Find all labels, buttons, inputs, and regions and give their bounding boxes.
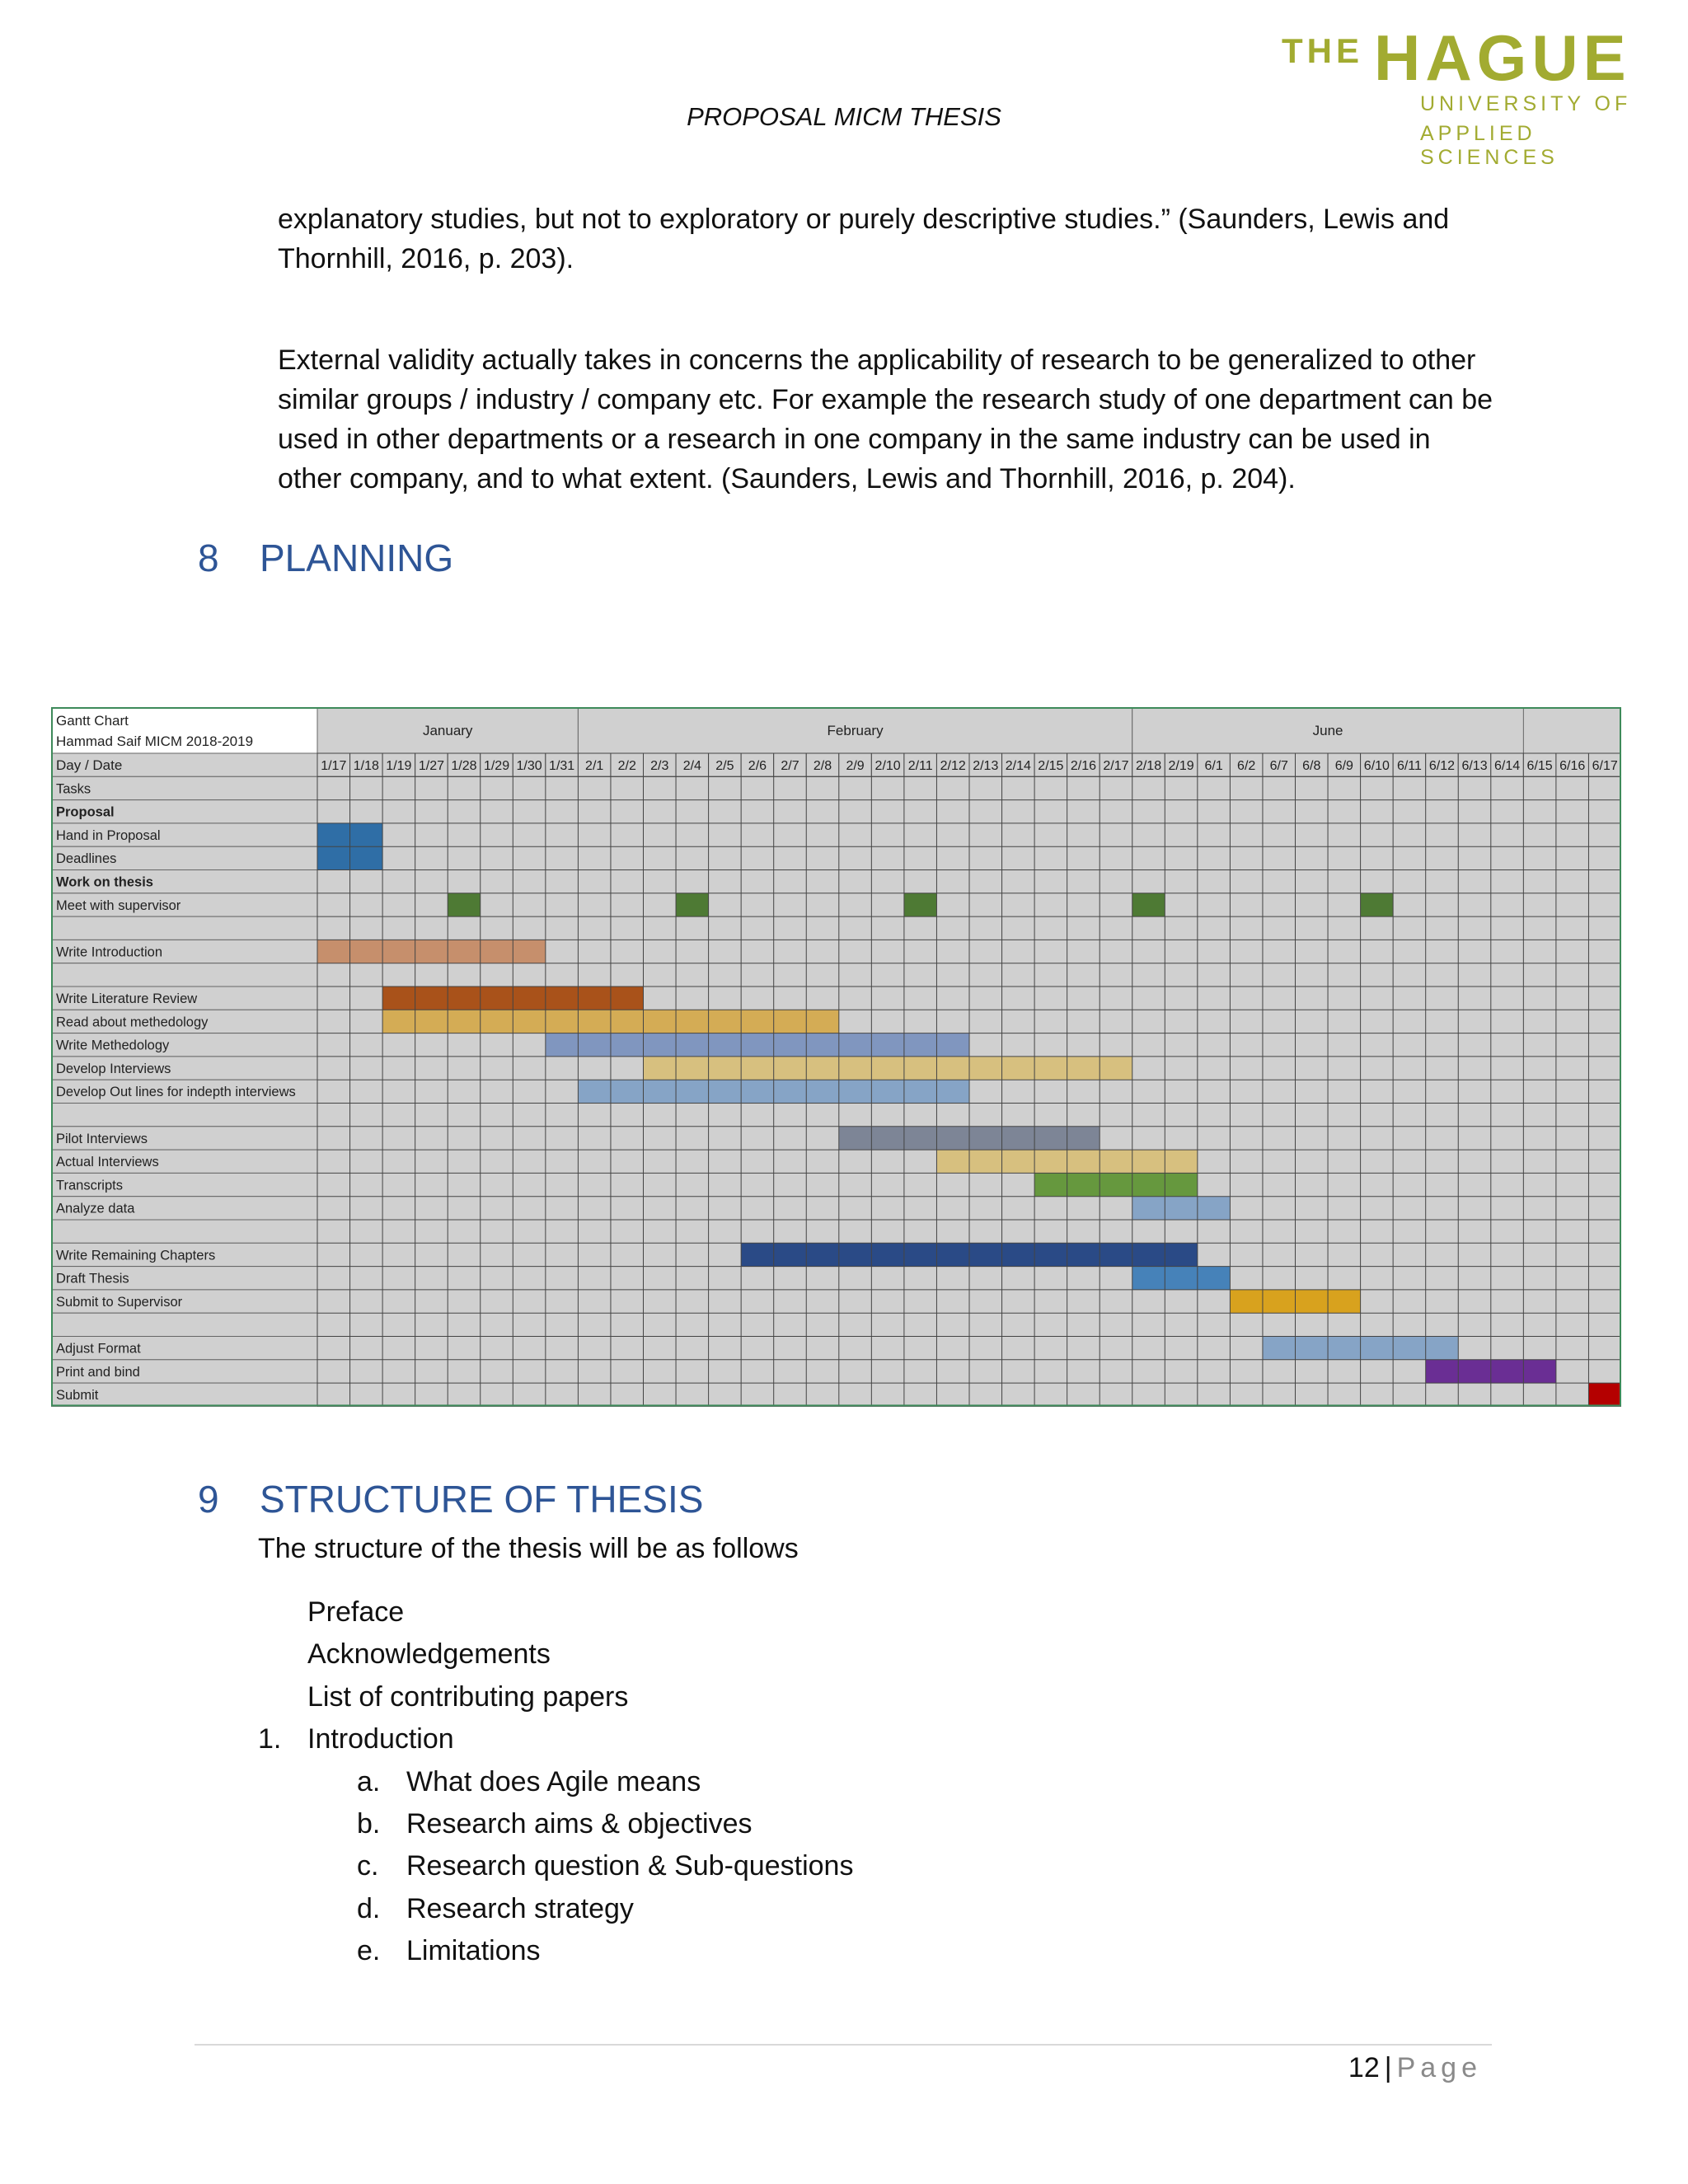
gantt-date-label: 6/16	[1559, 759, 1586, 773]
gantt-task-label: Transcripts	[56, 1178, 123, 1193]
gantt-date-label: 1/18	[353, 759, 379, 773]
outline-sub-marker: e.	[357, 1935, 381, 1967]
outline-chapter-title: Introduction	[307, 1723, 454, 1755]
gantt-chart	[51, 707, 1621, 1424]
logo-hague: HAGUE	[1374, 21, 1631, 94]
gantt-date-label: 2/13	[973, 759, 999, 773]
gantt-date-label: 1/27	[418, 759, 444, 773]
section-heading-planning	[198, 536, 453, 580]
outline-front-item: Preface	[307, 1596, 405, 1628]
gantt-task-label: Write Introduction	[56, 944, 163, 960]
gantt-date-label: 1/29	[483, 759, 510, 773]
gantt-task-bar	[1034, 1173, 1198, 1196]
gantt-date-label: 6/1	[1204, 759, 1223, 773]
outline-chapter-marker: 1.	[258, 1723, 282, 1755]
gantt-date-label: 2/15	[1038, 759, 1064, 773]
gantt-date-label: 6/2	[1237, 759, 1256, 773]
gantt-task-label: Hand in Proposal	[56, 827, 161, 843]
gantt-date-label: 2/9	[846, 759, 865, 773]
university-logo	[1282, 21, 1669, 169]
outline-sub-marker: d.	[357, 1892, 381, 1924]
gantt-date-label: 6/11	[1396, 759, 1422, 773]
outline-sub-item: Research question & Sub-questions	[406, 1850, 854, 1882]
section-number: 8	[198, 537, 219, 579]
gantt-task-bar	[904, 893, 937, 916]
gantt-task-label-cell	[51, 1220, 317, 1243]
gantt-task-bar	[1588, 1383, 1621, 1406]
gantt-task-label: Draft Thesis	[56, 1271, 129, 1286]
gantt-task-label: Adjust Format	[56, 1341, 141, 1357]
gantt-date-label: 2/11	[907, 759, 933, 773]
outline-sub-marker: a.	[357, 1765, 381, 1797]
page-number-value: 12	[1348, 2052, 1380, 2083]
outline-sub-item: Research strategy	[406, 1892, 634, 1924]
gantt-task-label-cell	[51, 916, 317, 940]
gantt-task-label: Work on thesis	[56, 874, 153, 890]
gantt-date-label: 1/19	[386, 759, 412, 773]
gantt-task-label-cell	[51, 963, 317, 987]
gantt-task-label: Actual Interviews	[56, 1155, 159, 1170]
section-number: 9	[198, 1478, 219, 1521]
gantt-date-label: 6/12	[1428, 759, 1456, 773]
footer-divider	[195, 2044, 1492, 2046]
gantt-task-label: Submit to Supervisor	[56, 1294, 183, 1310]
gantt-date-label: 2/2	[617, 759, 636, 773]
gantt-date-label: 2/1	[585, 759, 604, 773]
gantt-task-label: Tasks	[56, 781, 91, 797]
gantt-date-label: 2/4	[682, 759, 701, 773]
gantt-date-label: 2/8	[813, 759, 832, 773]
gantt-date-label: 6/17	[1592, 759, 1618, 773]
gantt-date-label: 2/6	[748, 759, 767, 773]
gantt-date-label: 6/15	[1526, 759, 1553, 773]
gantt-task-label: Meet with supervisor	[56, 898, 181, 913]
gantt-task-label: Proposal	[56, 804, 115, 820]
gantt-task-bar	[676, 893, 709, 916]
outline-sub-item: What does Agile means	[406, 1765, 701, 1797]
section-title: STRUCTURE OF THESIS	[260, 1478, 704, 1521]
gantt-date-label: 1/17	[321, 759, 347, 773]
gantt-task-bar	[317, 940, 546, 963]
gantt-task-bar	[448, 893, 481, 916]
gantt-task-bar	[644, 1057, 1132, 1080]
gantt-date-label: 1/31	[549, 759, 575, 773]
gantt-task-bar	[1132, 1267, 1231, 1290]
paragraph-reliability-citation	[278, 199, 1498, 279]
logo-the: THE	[1282, 31, 1363, 70]
outline-sub-marker: b.	[357, 1808, 381, 1840]
gantt-date-label: 6/7	[1269, 759, 1288, 773]
gantt-task-label: Develop Interviews	[56, 1061, 171, 1076]
outline-sub-marker: c.	[357, 1850, 379, 1882]
gantt-task-label: Pilot Interviews	[56, 1131, 148, 1146]
outline-front-item: List of contributing papers	[307, 1680, 629, 1713]
gantt-task-label: Deadlines	[56, 851, 117, 867]
gantt-date-label: 2/19	[1168, 759, 1194, 773]
gantt-task-bar	[1361, 893, 1394, 916]
gantt-task-label: Write Remaining Chapters	[56, 1248, 216, 1263]
gantt-date-label: 2/7	[781, 759, 799, 773]
page-separator: |	[1384, 2052, 1392, 2083]
structure-intro: The structure of the thesis will be as follows	[258, 1533, 799, 1564]
gantt-task-label: Develop Out lines for indepth interviews	[56, 1085, 296, 1100]
gantt-task-label-cell	[51, 1313, 317, 1336]
gantt-date-label: 2/3	[650, 759, 669, 773]
gantt-date-label: 2/10	[874, 759, 901, 773]
gantt-date-label: 6/9	[1334, 759, 1353, 773]
section-heading-structure	[198, 1477, 703, 1521]
gantt-task-label: Analyze data	[56, 1201, 135, 1216]
gantt-task-bar	[546, 1033, 969, 1057]
running-header: PROPOSAL MICM THESIS	[687, 102, 1001, 131]
gantt-task-label-cell	[51, 776, 317, 799]
gantt-date-label: 2/5	[715, 759, 734, 773]
gantt-date-label: 1/28	[451, 759, 477, 773]
gantt-task-bar	[1132, 893, 1165, 916]
gantt-task-label: Submit	[56, 1388, 99, 1404]
gantt-date-label: 6/13	[1461, 759, 1488, 773]
section-title: PLANNING	[260, 537, 454, 579]
gantt-date-label: 1/30	[516, 759, 542, 773]
gantt-date-label: 2/14	[1005, 759, 1031, 773]
gantt-month-label: February	[827, 723, 884, 738]
outline-front-item: Acknowledgements	[307, 1638, 551, 1671]
outline-sub-item: Research aims & objectives	[406, 1808, 753, 1840]
paragraph-text: explanatory studies, but not to exploratory or purely descriptive studies.” (Saunders, Lewis and Thornhill, 2016, p. 203).	[278, 204, 1450, 274]
gantt-task-label: Read about methedology	[56, 1015, 209, 1030]
gantt-task-label: Write Methedology	[56, 1038, 170, 1053]
gantt-date-label: 6/14	[1494, 759, 1521, 773]
gantt-date-label: 2/16	[1070, 759, 1096, 773]
gantt-task-label: Print and bind	[56, 1364, 140, 1380]
gantt-task-label: Write Literature Review	[56, 991, 198, 1006]
page-number	[1348, 2052, 1482, 2084]
gantt-chart-svg	[51, 707, 1621, 1424]
logo-applied-sciences: APPLIED SCIENCES	[1420, 122, 1559, 169]
gantt-task-label-cell	[51, 1104, 317, 1127]
gantt-title: Gantt Chart	[56, 713, 129, 729]
logo-university-of: UNIVERSITY OF	[1420, 92, 1632, 115]
gantt-date-label: 6/8	[1302, 759, 1321, 773]
page-word: Page	[1396, 2052, 1482, 2083]
gantt-task-bar	[1132, 1197, 1231, 1220]
paragraph-text: External validity actually takes in concerns the applicability of research to be generalized to other similar groups / industry / company etc. For example the research study of one department can be used in other departments or a research in one company in the same industry can be used in other company, and to what extent. (Saunders, Lewis and Thornhill, 2016, p. 204).	[278, 344, 1493, 494]
gantt-month-label: January	[422, 723, 473, 738]
gantt-date-label: 6/10	[1363, 759, 1390, 773]
gantt-date-label: 2/12	[940, 759, 966, 773]
gantt-day-label: Day / Date	[56, 757, 123, 773]
paragraph-external-validity	[278, 340, 1498, 499]
gantt-month-label: June	[1312, 723, 1343, 738]
gantt-date-label: 2/18	[1135, 759, 1162, 773]
gantt-date-label: 2/17	[1103, 759, 1129, 773]
outline-sub-item: Limitations	[406, 1935, 541, 1967]
gantt-subtitle: Hammad Saif MICM 2018-2019	[56, 733, 254, 749]
